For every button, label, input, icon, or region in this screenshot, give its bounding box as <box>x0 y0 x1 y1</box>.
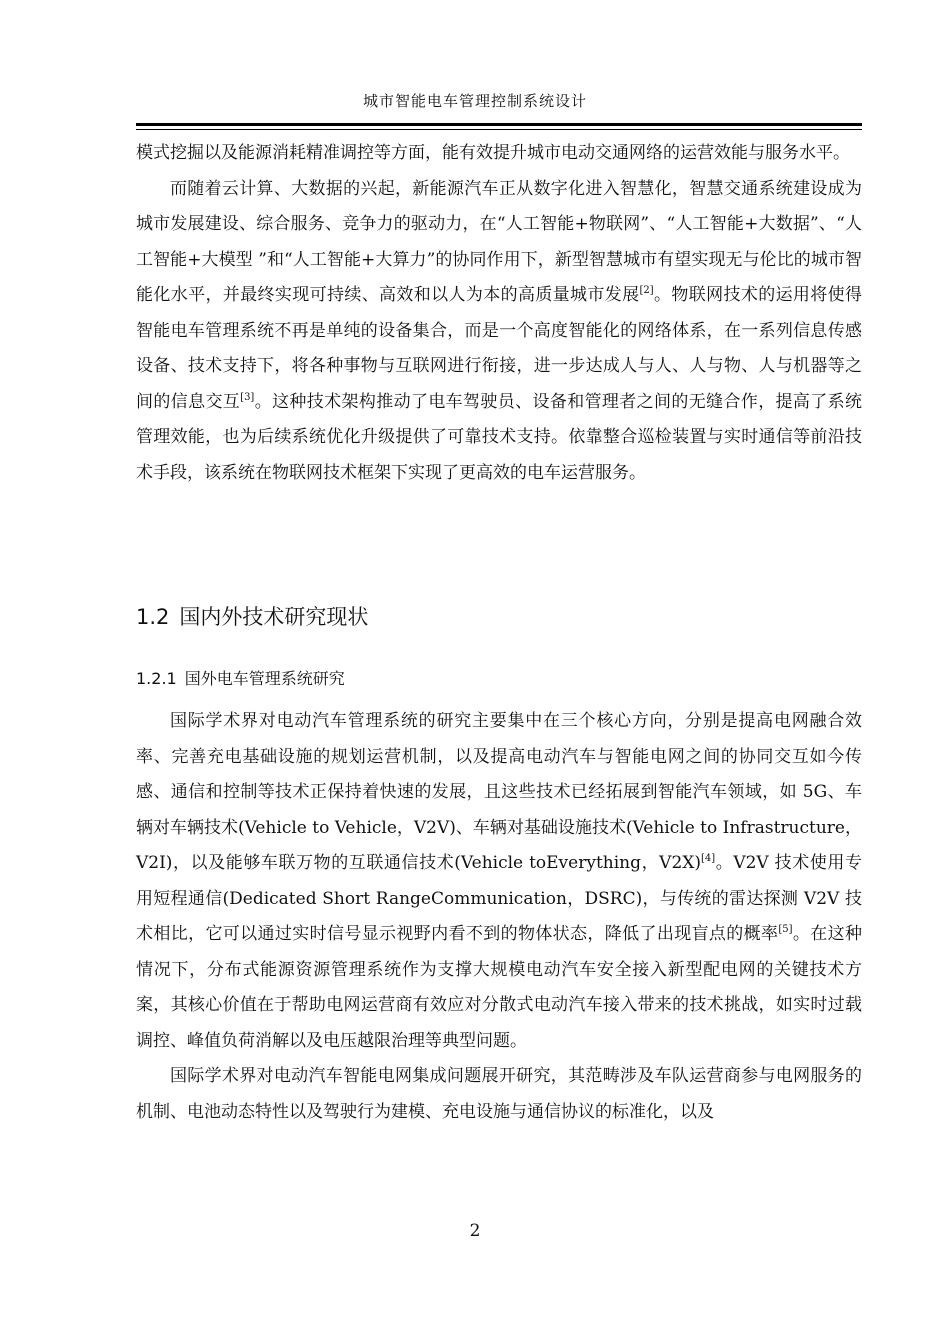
body-text-top <box>136 136 862 491</box>
section-title: 国内外技术研究现状 <box>179 605 369 629</box>
paragraph-text: 。这种技术架构推动了电车驾驶员、设备和管理者之间的无缝合作，提高了系统管理效能，也为后续系统优化升级提供了可靠技术支持。依靠整合巡检装置与实时通信等前沿技术手段，该系统在物联网技术框架下实现了更高效的电车运营服务。 <box>136 391 863 483</box>
citation-ref: [4] <box>701 853 716 864</box>
paragraph-text: 。V2V 技术使用专用短程通信(Dedicated Short RangeCommunication，DSRC)，与传统的雷达探测 V2V 技术相比，它可以通过实时信号显示视野内看不到的物体状态，降低了出现盲点的概率 <box>136 853 863 944</box>
citation-ref: [2] <box>639 285 654 296</box>
subsection-heading <box>136 666 345 689</box>
paragraph-text: 而随着云计算、大数据的兴起，新能源汽车正从数字化进入智慧化，智慧交通系统建设成为城市发展建设、综合服务、竞争力的驱动力，在“人工智能+物联网”、“人工智能+大数据”、“人工智能+大模型 ”和“人工智能+大算力”的协同作用下，新型智慧城市有望实现无与伦比的城市智能化水平，并最终实现可持续、高效和以人为本的高质量城市发展 <box>136 178 862 305</box>
subsection-title: 国外电车管理系统研究 <box>184 669 345 688</box>
section-number: 1.2 <box>136 605 170 629</box>
citation-ref: [3] <box>240 391 255 403</box>
paragraph-continued: 模式挖掘以及能源消耗精准调控等方面，能有效提升城市电动交通网络的运营效能与服务水平。 <box>136 143 850 163</box>
paragraph-smart-grid: 国际学术界对电动汽车智能电网集成问题展开研究，其范畴涉及车队运营商参与电网服务的机制、电池动态特性以及驾驶行为建模、充电设施与通信协议的标准化，以及 <box>136 1066 862 1122</box>
running-header: 城市智能电车管理控制系统设计 <box>362 92 587 110</box>
header-rule-thin <box>136 129 862 130</box>
body-text-bottom <box>136 704 862 1130</box>
paragraph-text: 国际学术界对电动汽车管理系统的研究主要集中在三个核心方向，分别是提高电网融合效率、完善充电基础设施的规划运营机制，以及提高电动汽车与智能电网之间的协同交互如今传感、通信和控制等技术正保持着快速的发展，且这些技术已经拓展到智能汽车领域，如 5G、车辆对车辆技术(Vehicle to Vehicle，V2V)、车辆对基础设施技术(Vehicle to Infrastructure，V2I)，以及能够车联万物的互联通信技术(Vehicle toEverything，V2X) <box>136 711 862 873</box>
subsection-number: 1.2.1 <box>136 669 177 688</box>
paragraph-ev-management <box>136 704 862 1059</box>
paragraph-cloud-computing <box>136 172 862 492</box>
paragraph-text: 。物联网技术的运用将使得智能电车管理系统不再是单纯的设备集合，而是一个高度智能化的网络体系，在一系列信息传感设备、技术支持下，将各种事物与互联网进行衔接，进一步达成人与人、人与物、人与机器等之间的信息交互 <box>136 285 863 412</box>
header-rule-thick <box>136 123 862 126</box>
citation-ref: [5] <box>778 924 793 935</box>
section-heading <box>136 601 368 631</box>
paragraph-text: 。在这种情况下，分布式能源资源管理系统作为支撑大规模电动汽车安全接入新型配电网的关键技术方案，其核心价值在于帮助电网运营商有效应对分散式电动汽车接入带来的技术挑战，如实时过载调控、峰值负荷消解以及电压越限治理等典型问题。 <box>136 924 863 1051</box>
page-number: 2 <box>469 1221 481 1241</box>
